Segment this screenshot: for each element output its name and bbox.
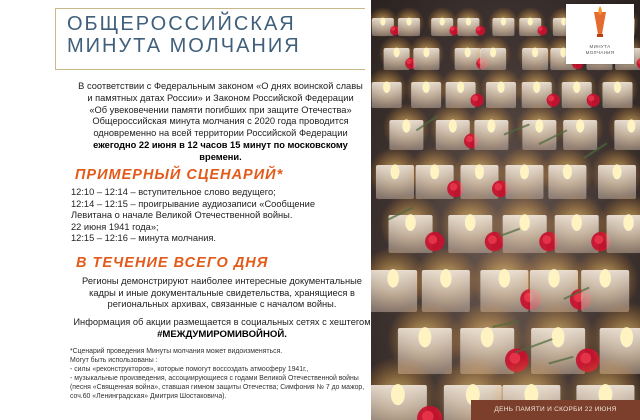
carnation-highlight <box>588 95 594 101</box>
scenario-list <box>71 187 371 245</box>
candle-flame <box>519 214 530 231</box>
candle-flame <box>563 164 572 179</box>
page-title-line2: МИНУТА МОЛЧАНИЯ <box>67 35 301 57</box>
candle-flame <box>599 269 611 287</box>
minute-of-silence-logo-icon <box>566 4 634 44</box>
candle-flame <box>499 269 511 287</box>
candle-flame <box>457 81 464 92</box>
candle-flame <box>576 119 584 132</box>
candle-flame <box>497 81 504 92</box>
logo-text-line2: МОЛЧАНИЯ <box>585 50 615 55</box>
social-text: Информация об акции размещается в социальных сетях с хештегом <box>73 317 371 327</box>
footnote <box>70 347 380 401</box>
candle-flame <box>533 81 540 92</box>
candle-flame <box>440 269 452 287</box>
candle-flame <box>430 164 439 179</box>
candle-flame <box>402 119 410 132</box>
candle-flame <box>501 18 506 26</box>
candle-flame <box>390 164 399 179</box>
carnation-highlight <box>476 26 480 30</box>
decor-line-top <box>55 8 365 9</box>
decor-line-left <box>55 8 56 70</box>
candle-flame <box>449 119 457 132</box>
candle-flame <box>490 48 496 58</box>
footnote-line: (песня «Священная война», ставшая гимном защиты Отечества; Симфония № 7 до мажор, <box>70 384 365 391</box>
intro-text: В соответствии с Федеральным законом «О днях воинской славы и памятных датах России» и Законом Российской Федерации «Об увековечении памяти погибших при защите Отечества» Общероссийская минута молчания с 2020 года проводится одновременно на всей территории Российской Федерации <box>78 81 363 139</box>
candle-flame <box>571 214 582 231</box>
candle-flame <box>440 18 445 26</box>
footnote-line: - музыкальные произведения, ассоциирующиеся с годами Великой Отечественной войны <box>70 375 359 382</box>
candle-flame <box>573 81 580 92</box>
candle-flame <box>623 214 634 231</box>
candle-flame <box>418 327 431 347</box>
logo-card <box>566 4 634 64</box>
candle-flame <box>520 164 529 179</box>
carnation-highlight <box>548 95 554 101</box>
hashtag: #МЕЖДУМИРОМИВОЙНОЙ. <box>157 328 287 340</box>
memorial-day-bar <box>471 400 640 420</box>
intro-bold-date: ежегодно 22 июня в 12 часов 15 минут по московскому времени. <box>93 139 348 162</box>
candle-flame <box>423 81 430 92</box>
regions-paragraph: Регионы демонстрируют наиболее интересные документальные кадры и иные документальные свидетельства, хранящиеся в региональных архивах, связанные с началом войны. <box>82 276 362 310</box>
scenario-line: 12:14 – 12:15 – проигрывание аудиозаписи «Сообщение <box>71 198 316 209</box>
candle-flame <box>528 18 533 26</box>
candle-flame <box>627 119 635 132</box>
social-paragraph <box>72 317 372 340</box>
candle-flame <box>380 18 385 26</box>
candle-glass <box>607 215 640 253</box>
scenario-heading: ПРИМЕРНЫЙ СЦЕНАРИЙ* <box>75 167 284 183</box>
candle-flame <box>423 48 429 58</box>
candle-flame <box>481 327 494 347</box>
candle-flame <box>535 119 543 132</box>
candle-flame <box>620 327 633 347</box>
candle-flame <box>466 18 471 26</box>
scenario-line: Левитана о начале Великой Отечественной войны. <box>71 210 293 221</box>
logo-text-line1: МИНУТА <box>589 44 611 49</box>
candle-flame <box>387 269 399 287</box>
candle-flame <box>391 384 405 405</box>
intro-paragraph <box>78 81 363 164</box>
candle-flame <box>394 48 400 58</box>
candle-flame <box>475 164 484 179</box>
candle-flame <box>487 119 495 132</box>
candle-flame <box>406 18 411 26</box>
candle-flame <box>612 164 621 179</box>
candle-flame <box>548 269 560 287</box>
carnation-highlight <box>428 235 437 244</box>
scenario-line: 12:15 – 12:16 – минута молчания. <box>71 233 217 244</box>
candle-flame <box>465 214 476 231</box>
candle-flame <box>405 214 416 231</box>
candle-flame <box>383 81 390 92</box>
scenario-line: 22 июня 1941 года»; <box>71 221 159 232</box>
footnote-line: Могут быть использованы : <box>70 357 158 364</box>
carnation-highlight <box>472 95 478 101</box>
candle-flame <box>552 327 565 347</box>
page-title-line1: ОБЩЕРОССИЙСКАЯ <box>67 13 296 35</box>
candle-flame <box>532 48 538 58</box>
memorial-day-label: ДЕНЬ ПАМЯТИ И СКОРБИ 22 ИЮНЯ <box>494 406 617 413</box>
candle-glass <box>614 120 640 150</box>
during-day-heading: В ТЕЧЕНИЕ ВСЕГО ДНЯ <box>76 255 269 271</box>
carnation-highlight <box>488 235 497 244</box>
footnote-line: *Сценарий проведения Минуты молчания может видоизменяться. <box>70 348 283 355</box>
footnote-line: - силы «реконструкторов», которые помогут воссоздать атмосферу 1941г., <box>70 366 309 373</box>
carnation-highlight <box>538 26 542 30</box>
candle-flame <box>614 81 621 92</box>
scenario-line: 12:10 – 12:14 – вступительное слово ведущего; <box>71 187 276 197</box>
decor-line-under-title <box>55 69 365 70</box>
footnote-line: соч.60 «Ленинградская» Дмитрия Шостаковича). <box>70 393 227 400</box>
candle-flame <box>465 48 471 58</box>
